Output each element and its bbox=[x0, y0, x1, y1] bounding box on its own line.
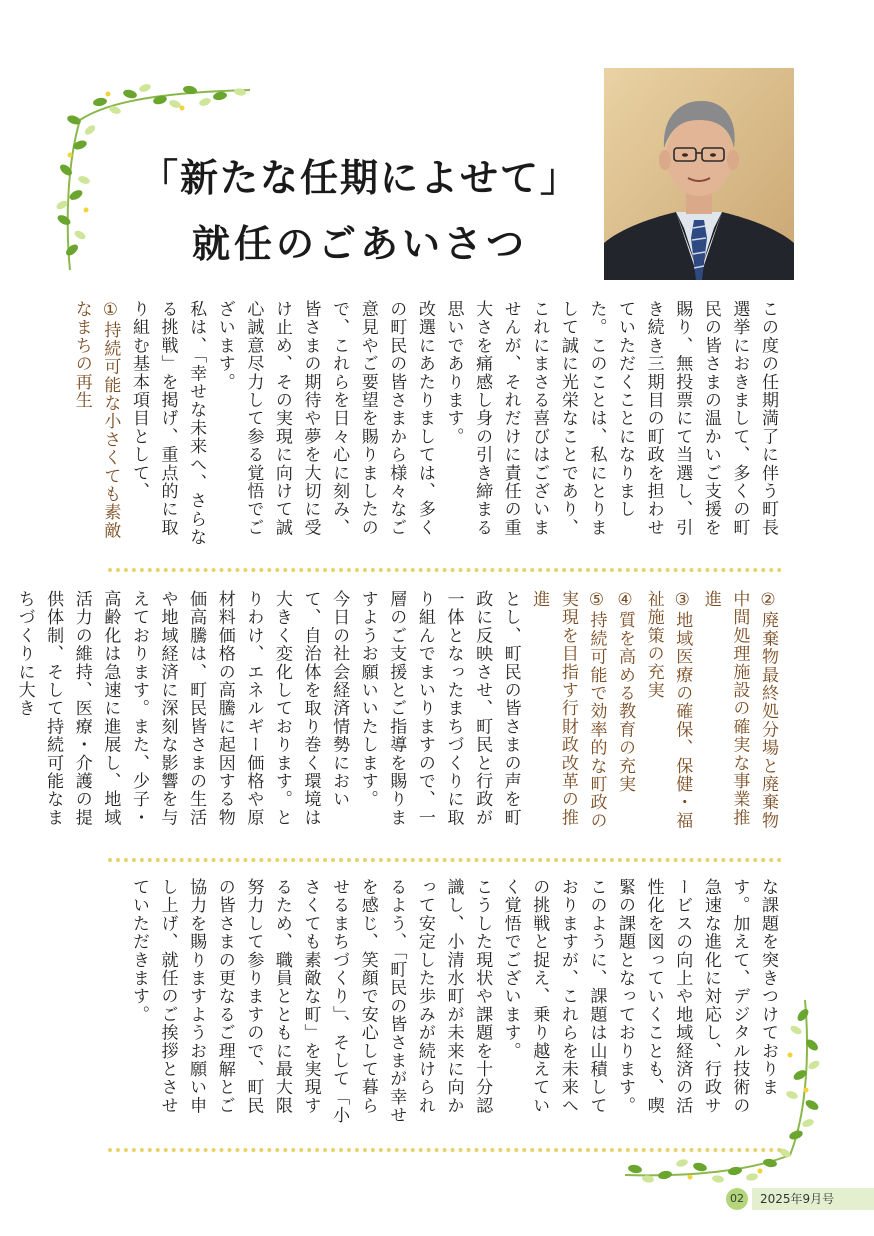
paragraph: な課題を突きつけております。加えて、デジタル技術の急速な進化に対応し、行政サービスの向上や地域経済の活性化を図っていくことも、喫緊の課題となっております。このように、課題は山積しておりますが、これらを未来への挑戦と捉え、乗り越えていく覚悟でございます。 bbox=[500, 878, 778, 1115]
paragraph: この度の任期満了に伴う町長選挙におきまして、多くの町民の皆さまの温かいご支援を賜り、無投票にて当選し、引き続き三期目の町政を担わせていただくことになりました。このことは、私にとりまして誠に光栄なことであり、これにまさる喜びはございませんが、それだけに責任の重大さを痛感し身の引き締まる思いであります。 bbox=[443, 300, 778, 537]
page-title bbox=[130, 150, 590, 272]
text-section-1 bbox=[71, 300, 782, 552]
priority-item: ②廃棄物最終処分場と廃棄物中間処理施設の確実な事業推進 bbox=[700, 590, 778, 830]
text-section-2 bbox=[14, 590, 782, 842]
paragraph: 私は、「幸せな未来へ、さらなる挑戦」を掲げ、重点的に取り組む基本項目として、 bbox=[128, 300, 207, 547]
paragraph: こうした現状や課題を十分認識し、小清水町が未来に向かって安定した歩みが続けられるよう、「町民の皆さまが幸せを感じ、笑顔で安心して暮らせるまちづくり」、そして「小さくても素敵な町」を実現するため、職員とともに最大限努力して参りますので、町民の皆さまの更なるご理解とご協力を賜りますようお願い申し上げ、就任のご挨拶とさせていただきます。 bbox=[128, 878, 493, 1125]
paragraph: とし、町民の皆さまの声を町政に反映させ、町民と行政が一体となったまちづくりに取り組んでまいりますので、一層のご支援とご指導を賜りますようお願いいたします。 bbox=[357, 590, 521, 827]
mayor-portrait-photo bbox=[604, 68, 794, 280]
title-line-2: 就任のごあいさつ bbox=[191, 221, 528, 266]
issue-date: 2025年9月号 bbox=[752, 1188, 874, 1210]
paragraph: 今日の社会経済情勢において、自治体を取り巻く環境は大きく変化しております。とりわけ、エネルギー価格や原材料価格の高騰に起因する物価高騰は、町民皆さまの生活や地域経済に深刻な影響を与えております。また、少子・高齢化は急速に進展し、地域活力の維持、医療・介護の提供体制、そして持続可能なまちづくりに大き bbox=[14, 590, 350, 827]
priority-item: ③地域医療の確保、保健・福祉施策の充実 bbox=[643, 590, 693, 830]
priority-item: ①持続可能な小さくても素敵なまちの再生 bbox=[71, 300, 121, 540]
title-line-1: 「新たな任期によせて」 bbox=[139, 155, 580, 200]
dotted-separator bbox=[108, 1148, 782, 1152]
dotted-separator bbox=[108, 568, 782, 572]
priority-item: ④質を高める教育の充実 bbox=[615, 590, 636, 794]
dotted-separator bbox=[108, 858, 782, 862]
paragraph: 改選にあたりましては、多くの町民の皆さまから様々なご意見やご要望を賜りましたので、これらを日々心に刻み、皆さまの期待や夢を大切に受け止め、その実現に向けて誠心誠意尽力して参る覚悟でございます。 bbox=[214, 300, 435, 537]
priority-item: ⑤持続可能で効率的な町政の実現を目指す行財政改革の推進 bbox=[529, 590, 607, 830]
text-section-3 bbox=[108, 878, 782, 1130]
page-number: 02 bbox=[726, 1188, 748, 1210]
